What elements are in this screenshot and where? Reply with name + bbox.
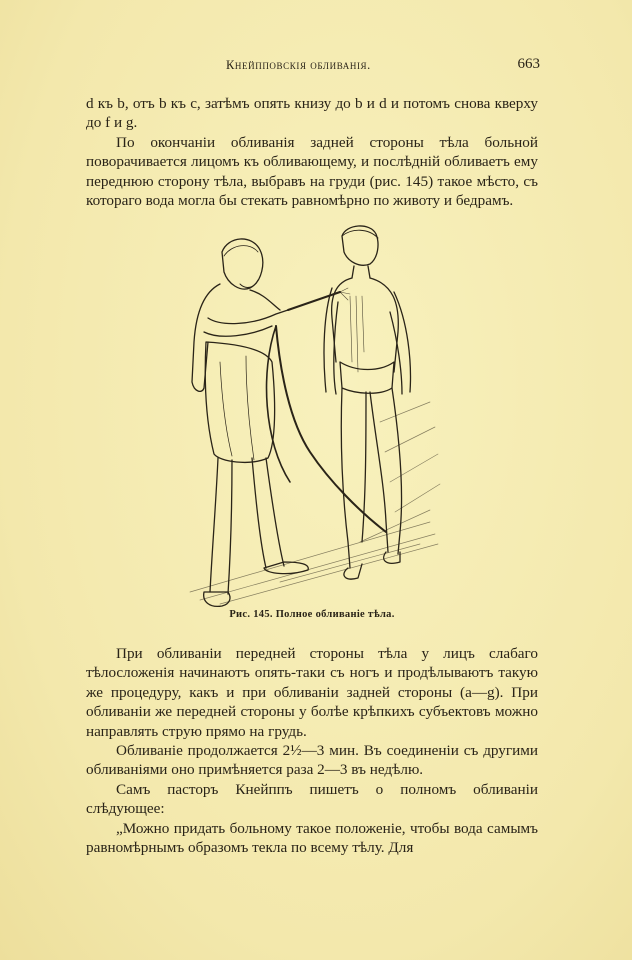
page-number: 663 <box>517 56 540 72</box>
page-header <box>86 58 540 78</box>
bottom-text-block <box>86 644 538 857</box>
paragraph-weak-constitution: При обливаніи передней стороны тѣла у лицъ слабаго тѣлосложенія начинаютъ опять-таки съ ногъ и продѣлываютъ такую же процедуру, какъ и при обливаніи задней стороны (a—g). При обливаніи же передней стороны у болѣе крѣпкихъ субъектовъ можно направлять струю прямо на грудь. <box>86 645 538 740</box>
running-title: Кнейпповскія обливанія. <box>226 58 371 72</box>
paragraph-kneipp-writes: Самъ пасторъ Кнейппъ пишетъ о полномъ обливаніи слѣдующее: <box>86 780 538 818</box>
paragraph-continuation: d къ b, отъ b къ c, затѣмъ опять книзу до b и d и потомъ снова кверху до f и g. <box>86 95 538 132</box>
top-text-block <box>86 94 538 210</box>
paragraph-front-side: По окончаніи обливанія задней стороны тѣла больной поворачивается лицомъ къ обливающему, и послѣдній обливаетъ ему переднюю сторону тѣла, выбравъ на груди (рис. 145) такое мѣсто, съ котораго вода могла бы стекать равномѣрно по животу и бедрамъ. <box>86 133 538 210</box>
illustration-full-douche <box>180 222 445 612</box>
figure-caption: Рис. 145. Полное обливаніе тѣла. <box>229 609 395 620</box>
paragraph-quote: „Можно придать больному такое положеніе, чтобы вода самымъ равномѣрнымъ образомъ текла по всему тѣлу. Для <box>86 819 538 857</box>
paragraph-duration: Обливаніе продолжается 2½—3 мин. Въ соединеніи съ другими обливаніями оно примѣняется раза 2—3 въ недѣлю. <box>86 742 538 779</box>
